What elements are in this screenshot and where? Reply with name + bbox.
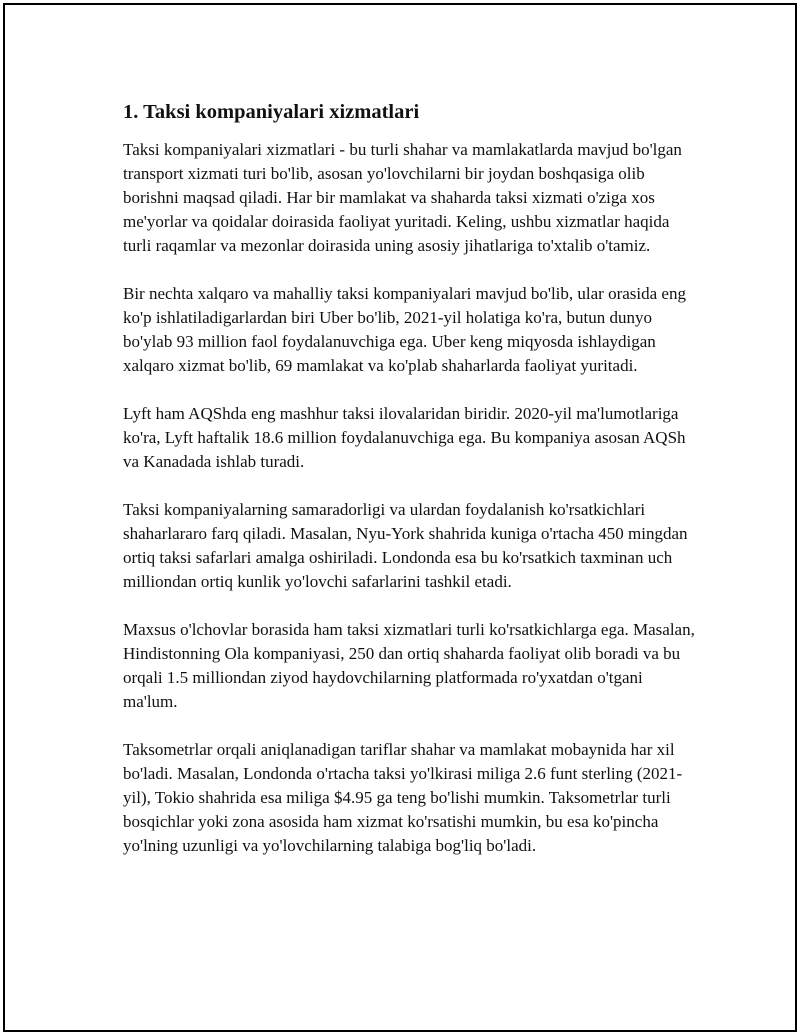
document-body xyxy=(123,97,698,882)
section-title: 1. Taksi kompaniyalari xizmatlari xyxy=(123,101,420,123)
paragraph-city-usage: Taksi kompaniyalarning samaradorligi va ulardan foydalanish ko'rsatkichlari shaharlararo farq qiladi. Masalan, Nyu-York shahrida kuniga o'rtacha 450 mingdan ortiq taksi safarlari amalga oshiriladi. Londonda esa bu ko'rsatkich taxminan uch milliondan ortiq kunlik yo'lovchi safarlarini tashkil etadi. xyxy=(123,500,688,591)
paragraph-intro: Taksi kompaniyalari xizmatlari - bu turli shahar va mamlakatlarda mavjud bo'lgan transport xizmati turi bo'lib, asosan yo'lovchilarni bir joydan boshqasiga olib borishni maqsad qiladi. Har bir mamlakat va shaharda taksi xizmati o'ziga xos me'yorlar va qoidalar doirasida faoliyat yuritadi. Keling, ushbu xizmatlar haqida turli raqamlar va mezonlar doirasida uning asosiy jihatlariga to'xtalib o'tamiz. xyxy=(123,140,682,255)
paragraph-uber: Bir nechta xalqaro va mahalliy taksi kompaniyalari mavjud bo'lib, ular orasida eng ko'p ishlatiladigarlardan biri Uber bo'lib, 2021-yil holatiga ko'ra, butun dunyo bo'ylab 93 million faol foydalanuvchiga ega. Uber keng miqyosda ishlaydigan xalqaro xizmat bo'lib, 69 mamlakat va ko'plab shaharlarda faoliyat yuritadi. xyxy=(123,284,686,375)
paragraph-lyft: Lyft ham AQShda eng mashhur taksi ilovalaridan biridir. 2020-yil ma'lumotlariga ko'ra, Lyft haftalik 18.6 million foydalanuvchiga ega. Bu kompaniya asosan AQSh va Kanadada ishlab turadi. xyxy=(123,404,686,471)
paragraph-ola: Maxsus o'lchovlar borasida ham taksi xizmatlari turli ko'rsatkichlarga ega. Masalan, Hindistonning Ola kompaniyasi, 250 dan ortiq shaharda faoliyat olib boradi va bu orqali 1.5 milliondan ziyod haydovchilarning platformada ro'yxatdan o'tgani ma'lum. xyxy=(123,620,695,711)
page-frame xyxy=(3,3,797,1032)
paragraph-tariffs: Taksometrlar orqali aniqlanadigan tariflar shahar va mamlakat mobaynida har xil bo'ladi. Masalan, Londonda o'rtacha taksi yo'lkirasi miliga 2.6 funt sterling (2021-yil), Tokio shahrida esa miliga $4.95 ga teng bo'lishi mumkin. Taksometrlar turli bosqichlar yoki zona asosida ham xizmat ko'rsatishi mumkin, bu esa ko'pincha yo'lning uzunligi va yo'lovchilarning talabiga bog'liq bo'ladi. xyxy=(123,740,683,855)
